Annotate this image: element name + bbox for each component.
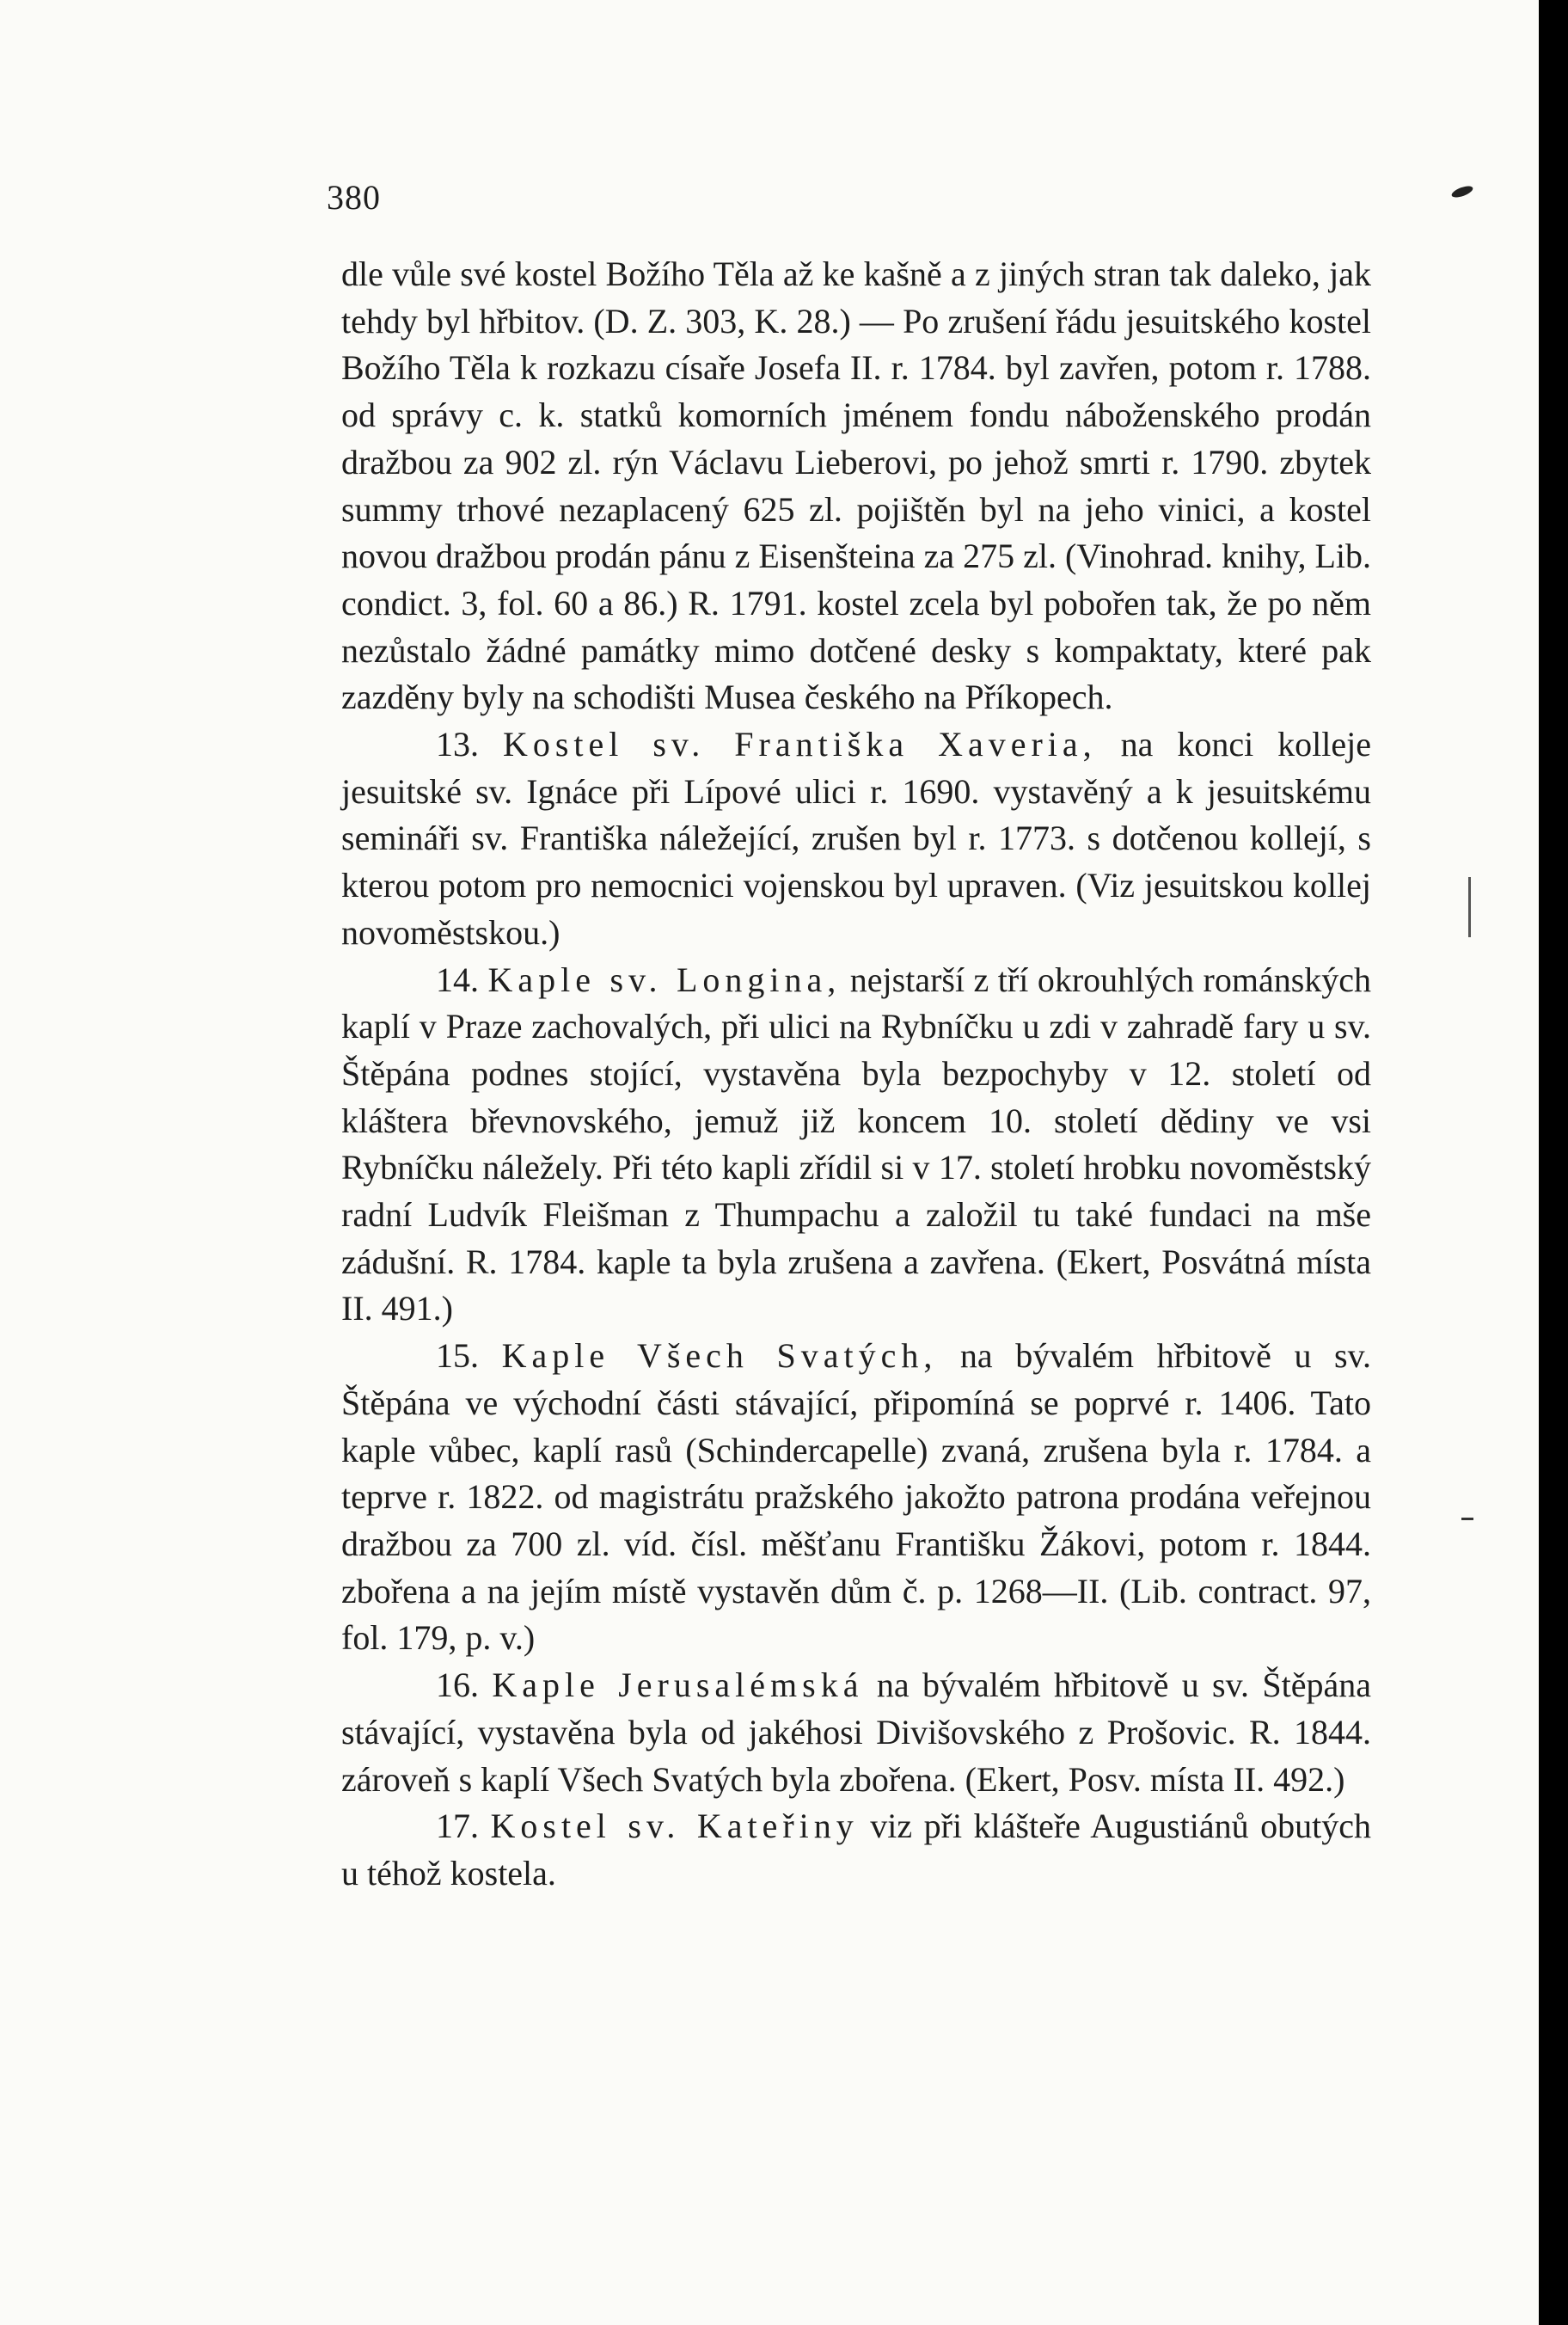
- scan-speck-mark: [1461, 1518, 1473, 1520]
- entry-number: 14.: [436, 960, 479, 999]
- entry-heading: Kaple Jerusalémská: [492, 1666, 864, 1705]
- entry-13: [341, 721, 1371, 957]
- entry-text: na bývalém hřbitově u sv. Štěpána stávající, vystavěna byla od jakéhosi Divišovského z Prošovic. R. 1844. zároveň s kaplí Všech Svatých byla zbořena. (Ekert, Posv. místa II. 492.): [341, 1666, 1371, 1799]
- entry-text: na bývalém hřbitově u sv. Štěpána ve východní části stávající, připomíná se poprvé r. 1406. Tato kaple vůbec, kaplí rasů (Schindercapelle) zvaná, zrušena byla r. 1784. a teprve r. 1822. od magistrátu pražského jakožto patrona prodána veřejnou dražbou za 700 zl. víd. čísl. měšťanu Františku Žákovi, potom r. 1844. zbořena a na jejím místě vystavěn dům č. p. 1268—II. (Lib. contract. 97, fol. 179, p. v.): [341, 1336, 1371, 1658]
- entry-17: [341, 1803, 1371, 1897]
- page-number: 380: [327, 178, 381, 217]
- entry-heading: Kaple Všech Svatých,: [501, 1336, 938, 1376]
- entry-15: [341, 1333, 1371, 1662]
- entry-heading: Kostel sv. Františka Xaveria,: [502, 725, 1097, 764]
- entry-number: 13.: [436, 725, 479, 764]
- entry-text: na konci kolleje jesuitské sv. Ignáce při Lípové ulici r. 1690. vystavěný a k jesuitskému semináři sv. Františka náležející, zrušen byl r. 1773. s dotčenou kollejí, s kterou potom pro nemocnici vojenskou byl upraven. (Viz jesuitskou kollej novoměstskou.): [341, 725, 1371, 952]
- entry-16: [341, 1662, 1371, 1803]
- entry-number: 16.: [436, 1666, 479, 1705]
- paragraph-text: dle vůle své kostel Božího Těla až ke kašně a z jiných stran tak daleko, jak tehdy byl hřbitov. (D. Z. 303, K. 28.) — Po zrušení řádu jesuitského kostel Božího Těla k rozkazu císaře Josefa II. r. 1784. byl zavřen, potom r. 1788. od správy c. k. statků komorních jménem fondu náboženského prodán dražbou za 902 zl. rýn Václavu Lieberovi, po jehož smrti r. 1790. zbytek summy trhové nezaplacený 625 zl. pojištěn byl na jeho vinici, a kostel novou dražbou prodán pánu z Eisenšteina za 275 zl. (Vinohrad. knihy, Lib. condict. 3, fol. 60 a 86.) R. 1791. kostel zcela byl pobořen tak, že po něm nezůstalo žádné památky mimo dotčené desky s kompaktaty, které pak zazděny byly na schodišti Musea českého na Příkopech.: [341, 255, 1372, 717]
- paragraph-continuation: [341, 251, 1371, 721]
- entry-number: 15.: [436, 1336, 479, 1376]
- entry-heading: Kostel sv. Kateřiny: [490, 1807, 859, 1846]
- entry-number: 17.: [436, 1807, 479, 1846]
- scan-speck-mark: [1468, 877, 1471, 937]
- entry-text: nejstarší z tří okrouhlých románských kaplí v Praze zachovalých, při ulici na Rybníčku u zdi v zahradě fary u sv. Štěpána podnes stojící, vystavěna byla bezpochyby v 12. století od kláštera břevnovského, jemuž již koncem 10. století dědiny ve vsi Rybníčku náležely. Při této kapli zřídil si v 17. století hrobku novoměstský radní Ludvík Fleišman z Thumpachu a založil tu také fundaci na mše zádušní. R. 1784. kaple ta byla zrušena a zavřena. (Ekert, Posvátná místa II. 491.): [341, 960, 1372, 1328]
- scan-speck-mark: [1450, 184, 1474, 199]
- entry-14: [341, 957, 1371, 1334]
- body-text: [341, 251, 1371, 1898]
- entry-text: viz při klášteře Augustiánů obutých u téhož kostela.: [341, 1807, 1371, 1893]
- entry-heading: Kaple sv. Longina,: [487, 960, 842, 999]
